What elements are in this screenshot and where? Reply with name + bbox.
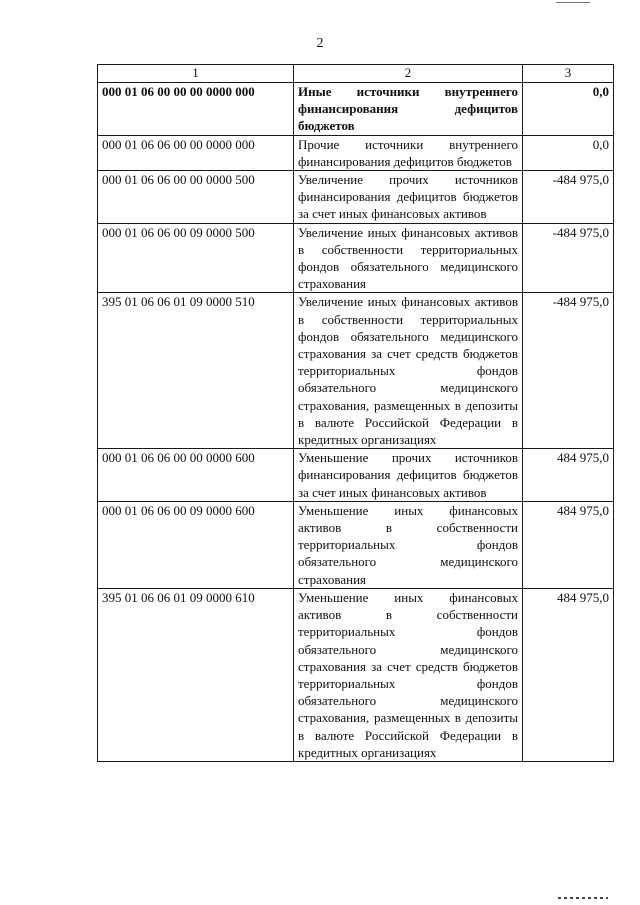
budget-code-cell: 000 01 06 00 00 00 0000 000 xyxy=(98,83,294,136)
table-row xyxy=(98,83,614,136)
column-header-amount: 3 xyxy=(523,65,614,83)
budget-code-cell: 000 01 06 06 00 00 0000 000 xyxy=(98,135,294,170)
budget-code-cell: 395 01 06 06 01 09 0000 610 xyxy=(98,588,294,761)
amount-cell: -484 975,0 xyxy=(523,223,614,293)
page-number: 2 xyxy=(316,36,324,51)
table-row xyxy=(98,501,614,588)
budget-code-cell: 000 01 06 06 00 00 0000 500 xyxy=(98,171,294,224)
description-cell: Иные источники внутреннего финансирования дефицитов бюджетов xyxy=(294,83,523,136)
description-cell: Уменьшение иных финансовых активов в собственности территориальных фондов обязательного медицинского страхования xyxy=(294,501,523,588)
amount-cell: -484 975,0 xyxy=(523,171,614,224)
description-cell: Уменьшение прочих источников финансирования дефицитов бюджетов за счет иных финансовых активов xyxy=(294,449,523,502)
amount-cell: 484 975,0 xyxy=(523,449,614,502)
amount-cell: 484 975,0 xyxy=(523,501,614,588)
budget-code-cell: 000 01 06 06 00 09 0000 600 xyxy=(98,501,294,588)
top-edge-rule xyxy=(556,2,590,3)
table-row xyxy=(98,588,614,761)
table-row xyxy=(98,449,614,502)
budget-code-cell: 395 01 06 06 01 09 0000 510 xyxy=(98,293,294,449)
scan-artifact-mark xyxy=(558,897,608,899)
amount-cell: -484 975,0 xyxy=(523,293,614,449)
description-cell: Увеличение прочих источников финансирования дефицитов бюджетов за счет иных финансовых активов xyxy=(294,171,523,224)
description-cell: Прочие источники внутреннего финансирования дефицитов бюджетов xyxy=(294,135,523,170)
table-row xyxy=(98,293,614,449)
budget-code-cell: 000 01 06 06 00 00 0000 600 xyxy=(98,449,294,502)
budget-code-cell: 000 01 06 06 00 09 0000 500 xyxy=(98,223,294,293)
table-row xyxy=(98,135,614,170)
amount-cell: 0,0 xyxy=(523,83,614,136)
table-row xyxy=(98,171,614,224)
column-header-code: 1 xyxy=(98,65,294,83)
budget-sources-table xyxy=(97,64,614,762)
table-header-row xyxy=(98,65,614,83)
description-cell: Уменьшение иных финансовых активов в собственности территориальных фондов обязательного медицинского страхования за счет средств бюджетов территориальных фондов обязательного медицинского страхования, размещенных в депозиты в валюте Российской Федерации в кредитных организациях xyxy=(294,588,523,761)
table-row xyxy=(98,223,614,293)
amount-cell: 484 975,0 xyxy=(523,588,614,761)
column-header-description: 2 xyxy=(294,65,523,83)
description-cell: Увеличение иных финансовых активов в собственности территориальных фондов обязательного медицинского страхования за счет средств бюджетов территориальных фондов обязательного медицинского страхования, размещенных в депозиты в валюте Российской Федерации в кредитных организациях xyxy=(294,293,523,449)
description-cell: Увеличение иных финансовых активов в собственности территориальных фондов обязательного медицинского страхования xyxy=(294,223,523,293)
amount-cell: 0,0 xyxy=(523,135,614,170)
